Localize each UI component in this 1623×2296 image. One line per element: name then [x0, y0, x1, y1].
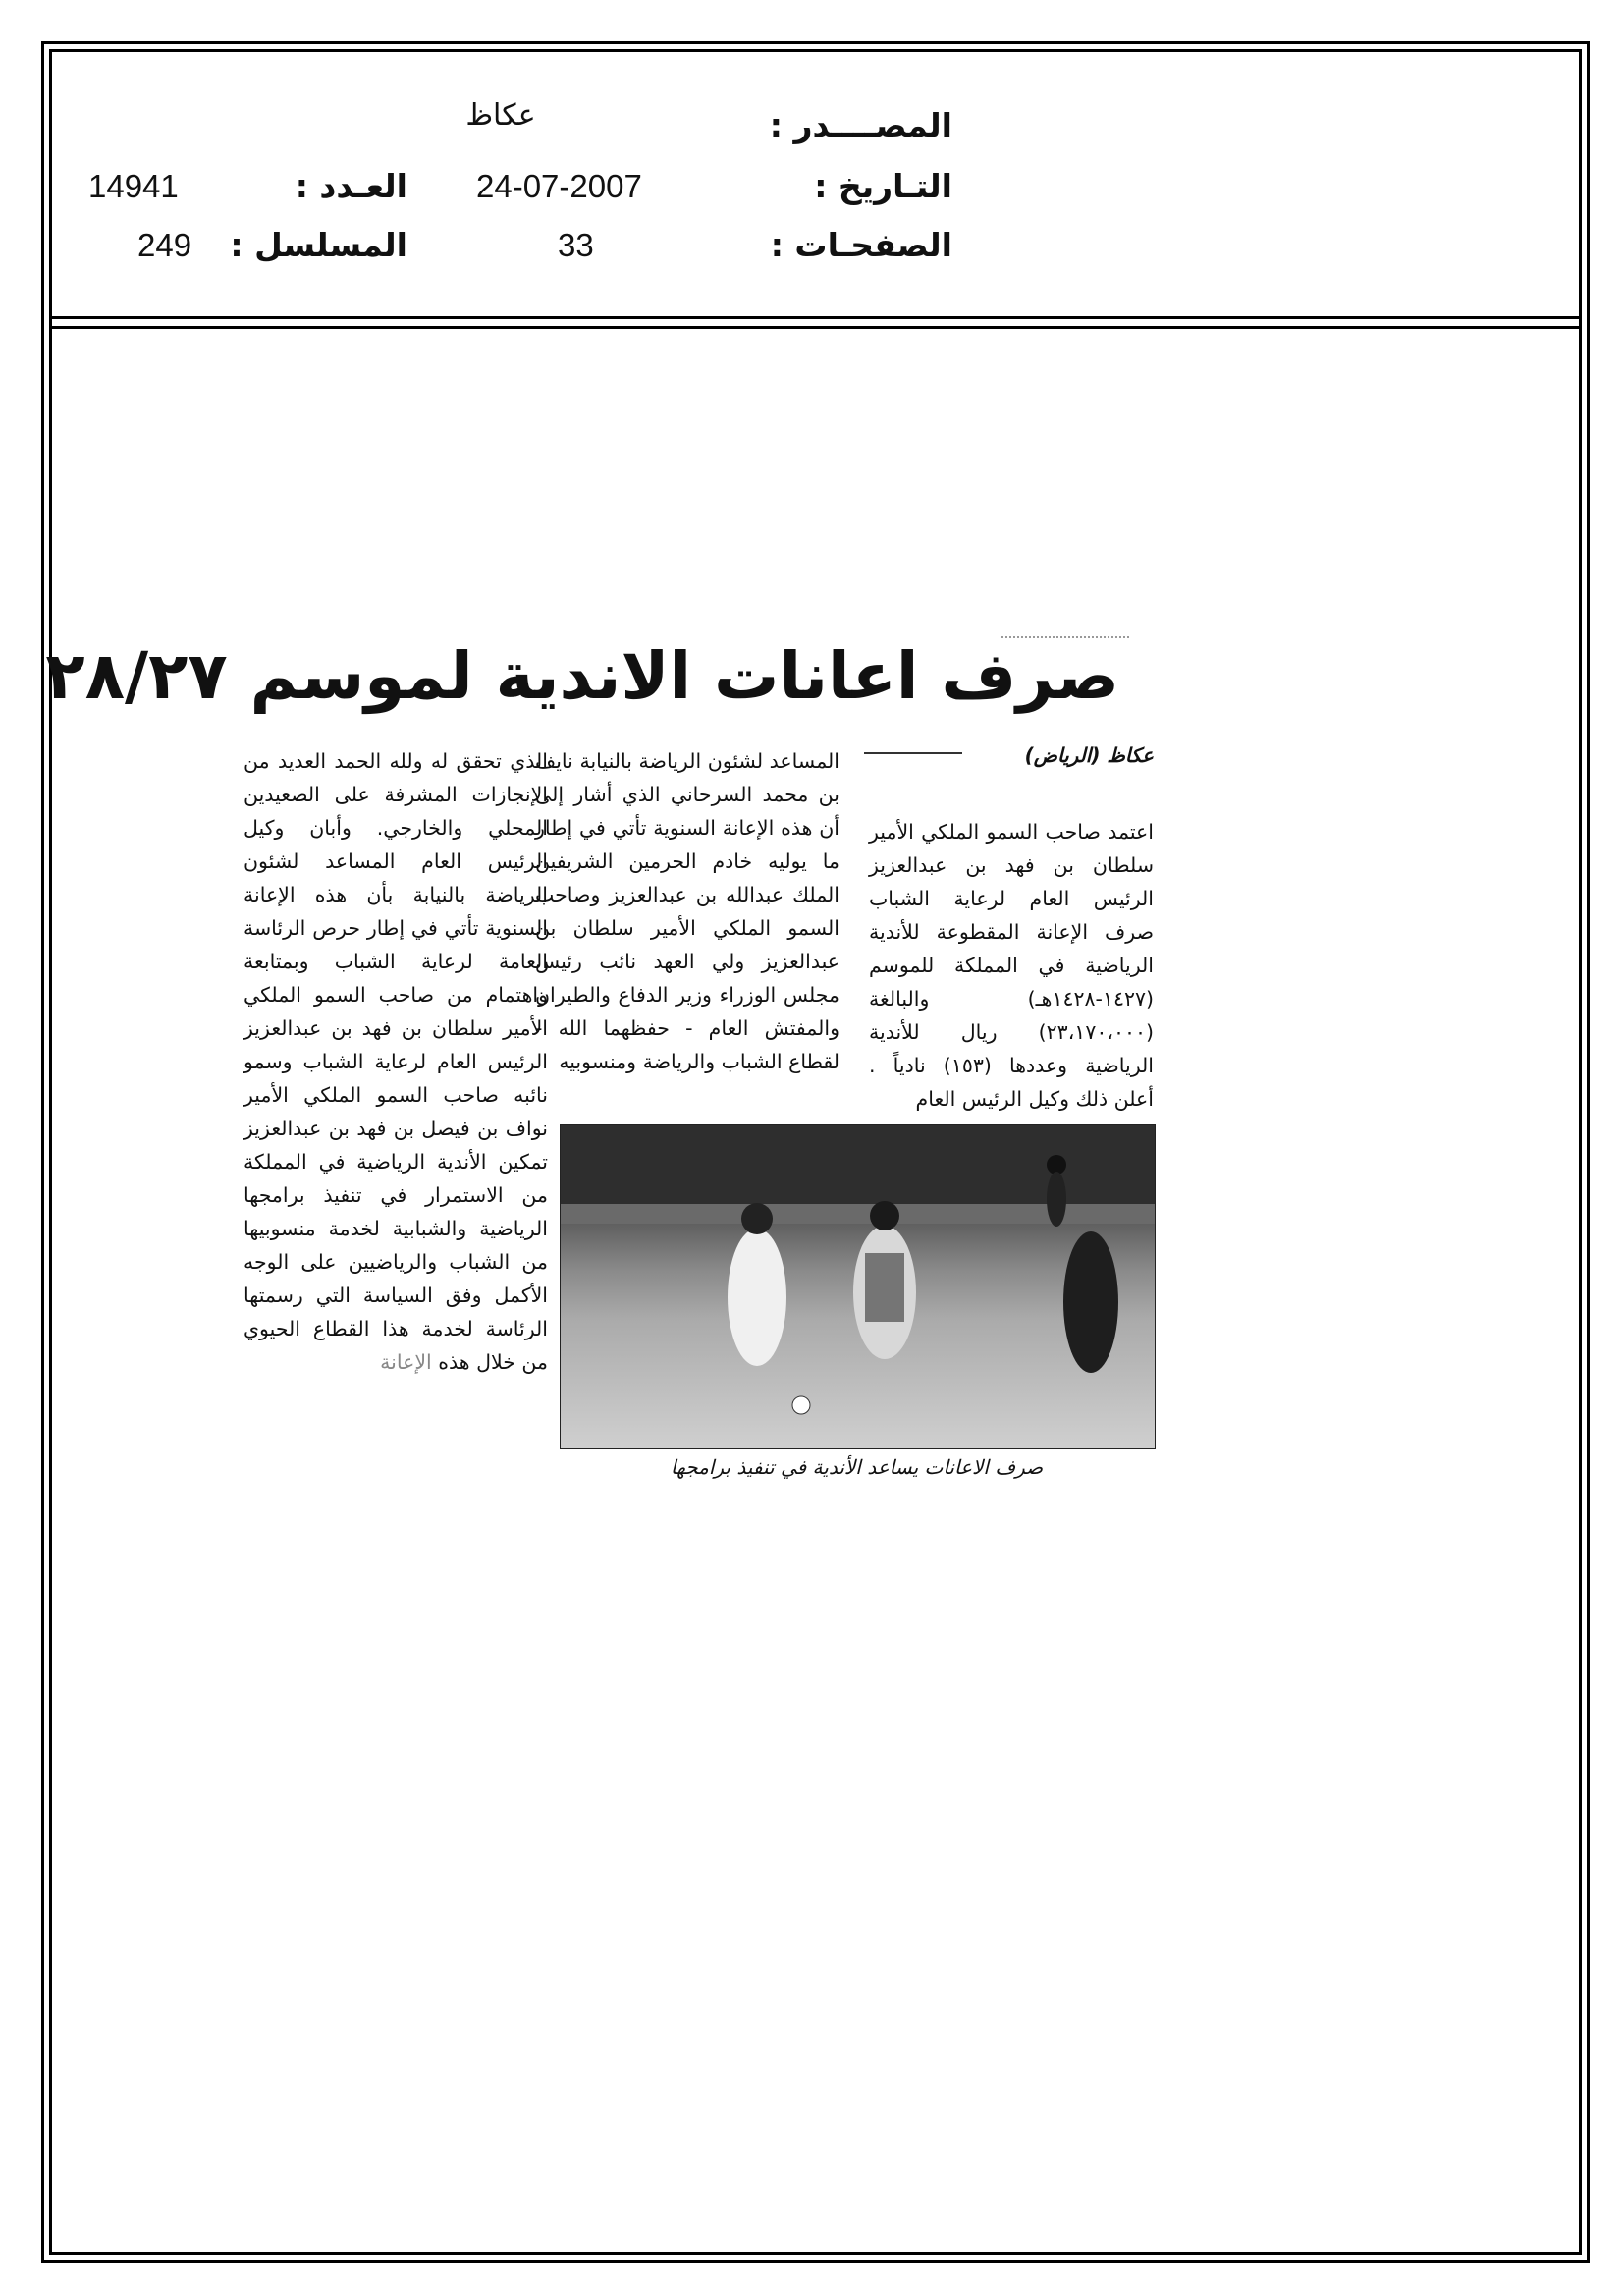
photo-player-3: [1063, 1231, 1118, 1373]
photo-player-2-head: [870, 1201, 899, 1230]
article-column-2: المساعد لشئون الرياضة بالنيابة نايف بن محمد السرحاني الذي أشار إلى أن هذه الإعانة السنوية تأتي في إطار ما يوليه خادم الحرمين الشريفين الملك عبدالله بن عبدالعزيز وصاحب السمو الملكي الأمير سلطان بن عبدالعزيز ولي العهد نائب رئيس مجلس الوزراء وزير الدفاع والطيران والمفتش العام - حفظهما الله - لقطاع الشباب والرياضة ومنسوبيه: [535, 749, 839, 1073]
issue-value: 14941: [88, 168, 179, 204]
photo-player-2-stripes: [865, 1253, 904, 1322]
photo-caption: صرف الاعانات يساعد الأندية في تنفيذ برامجها: [670, 1455, 1044, 1479]
serial-label: المسلسل :: [230, 226, 407, 264]
photo-player-1: [728, 1229, 786, 1366]
pages-value: 33: [558, 227, 594, 263]
byline: عكاظ (الرياض): [1024, 743, 1154, 767]
source-value: عكاظ: [465, 98, 536, 133]
article-column-3: [243, 744, 548, 1379]
article-title: صرف اعانات الاندية لموسم ٢٨/٢٧: [45, 638, 1119, 714]
header-divider-double: [49, 326, 1582, 329]
date-label: التـاريخ :: [814, 167, 952, 205]
article-column-3-text: الذي تحقق له ولله الحمد العديد من الإنجازات المشرفة على الصعيدين المحلي والخارجي. وأبان وكيل الرئيس العام المساعد لشئون الرياضة بالنيابة بأن هذه الإعانة السنوية تأتي في إطار حرص الرئاسة العامة لرعاية الشباب وبمتابعة واهتمام من صاحب السمو الملكي الأمير سلطان بن فهد بن عبدالعزيز الرئيس العام لرعاية الشباب وسمو نائبه صاحب السمو الملكي الأمير نواف بن فيصل بن فهد بن عبدالعزيز تمكين الأندية الرياضية في المملكة من الاستمرار في تنفيذ برامجها الرياضية والشبابية لخدمة منسوبيها من الشباب والرياضيين على الوجه الأكمل وفق السياسة التي رسمتها الرئاسة لخدمة هذا القطاع الحيوي من خلال هذه: [243, 749, 548, 1374]
photo-player-1-head: [741, 1203, 773, 1234]
photo-ball: [792, 1396, 810, 1414]
header-divider: [49, 316, 1582, 319]
issue-label: العـدد :: [295, 167, 407, 205]
photo-referee: [1047, 1172, 1066, 1227]
article-column-1: اعتمد صاحب السمو الملكي الأمير سلطان بن فهد بن عبدالعزيز الرئيس العام لرعاية الشباب صرف الإعانة المقطوعة للأندية الرياضية في المملكة للموسم (١٤٢٧-١٤٢٨هـ) والبالغة (٢٣،١٧٠،٠٠٠) ريال للأندية الرياضية وعددها (١٥٣) نادياً . أعلن ذلك وكيل الرئيس العام: [869, 820, 1154, 1111]
article-photo: [560, 1124, 1156, 1449]
serial-value: 249: [137, 227, 192, 263]
pages-label: الصفحـات :: [770, 226, 952, 264]
source-label: المصــــدر :: [769, 106, 952, 144]
byline-rule: [864, 752, 962, 754]
date-value: 24-07-2007: [476, 168, 642, 204]
article-column-3-tail: الإعانة: [380, 1350, 432, 1374]
